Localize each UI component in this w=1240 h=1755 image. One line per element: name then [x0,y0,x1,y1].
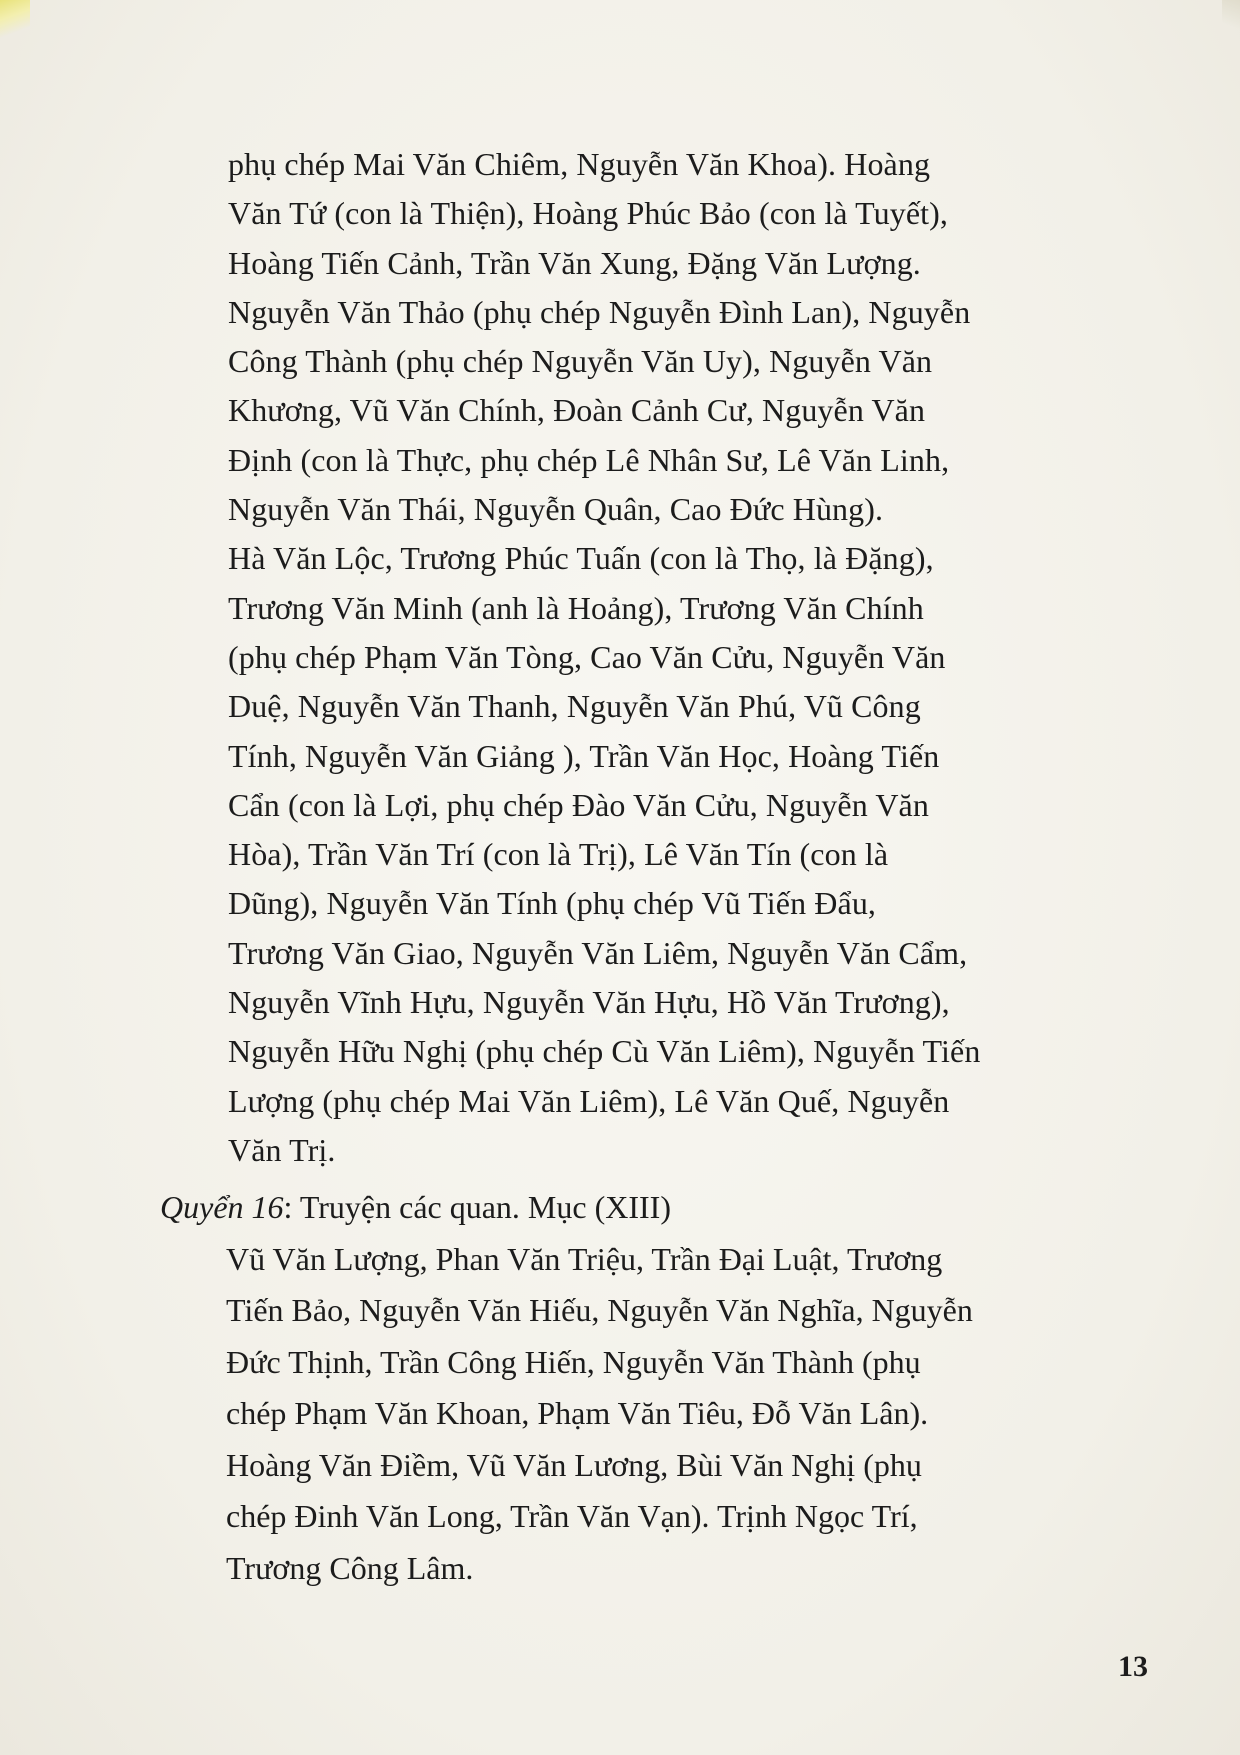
text-line: Hòa), Trần Văn Trí (con là Trị), Lê Văn Tín (con là [228,836,889,873]
text-line: Hà Văn Lộc, Trương Phúc Tuấn (con là Thọ, là Đặng), [228,540,934,577]
volume-label: Quyển 16 [160,1189,284,1225]
volume-16-section [160,1182,1160,1594]
text-line: Văn Trị. [228,1131,336,1168]
heading-text: : Truyện các quan. Mục (XIII) [283,1189,671,1225]
text-line: Nguyễn Văn Thái, Nguyễn Quân, Cao Đức Hùng). [228,491,884,528]
corner-shadow [1222,0,1240,30]
text-line: Khương, Vũ Văn Chính, Đoàn Cảnh Cư, Nguyễn Văn [228,392,926,429]
text-line: Vũ Văn Lượng, Phan Văn Triệu, Trần Đại Luật, Trương [226,1240,943,1277]
text-line: Nguyễn Văn Thảo (phụ chép Nguyễn Đình Lan), Nguyễn [228,293,971,330]
page-number: 13 [1118,1650,1148,1683]
text-line: Duệ, Nguyễn Văn Thanh, Nguyễn Văn Phú, Vũ Công [228,688,921,725]
text-line: Cẩn (con là Lợi, phụ chép Đào Văn Cửu, Nguyễn Văn [228,786,929,823]
text-line: Nguyễn Hữu Nghị (phụ chép Cù Văn Liêm), Nguyễn Tiến [228,1033,981,1070]
text-line: Định (con là Thực, phụ chép Lê Nhân Sư, Lê Văn Linh, [228,441,950,478]
text-line: phụ chép Mai Văn Chiêm, Nguyễn Văn Khoa). Hoàng [228,146,931,182]
text-line: Đức Thịnh, Trần Công Hiến, Nguyễn Văn Thành (phụ [226,1343,921,1380]
text-line: Trương Văn Minh (anh là Hoảng), Trương Văn Chính [228,589,924,626]
text-line: Văn Tứ (con là Thiện), Hoàng Phúc Bảo (con là Tuyết), [228,195,949,232]
text-line: Dũng), Nguyễn Văn Tính (phụ chép Vũ Tiến Đẩu, [228,885,877,922]
text-line: chép Phạm Văn Khoan, Phạm Văn Tiêu, Đỗ Văn Lân). [226,1395,929,1431]
text-line: Lượng (phụ chép Mai Văn Liêm), Lê Văn Quế, Nguyễn [228,1082,950,1119]
text-line: Trương Văn Giao, Nguyễn Văn Liêm, Nguyễn Văn Cẩm, [228,934,968,971]
text-line: Công Thành (phụ chép Nguyễn Văn Uy), Nguyễn Văn [228,343,933,380]
body-text [228,140,1158,1175]
text-line: Nguyễn Vĩnh Hựu, Nguyễn Văn Hựu, Hồ Văn Trương), [228,984,950,1021]
text-line: chép Đinh Văn Long, Trần Văn Vạn). Trịnh Ngọc Trí, [226,1498,918,1534]
section-body [160,1234,1160,1595]
section-heading [160,1182,1160,1234]
corner-stain [0,0,30,40]
text-line: (phụ chép Phạm Văn Tòng, Cao Văn Cửu, Nguyễn Văn [228,638,946,675]
text-line: Tính, Nguyễn Văn Giảng ), Trần Văn Học, Hoàng Tiến [228,737,940,774]
text-line: Trương Công Lâm. [226,1549,474,1586]
text-line: Hoàng Tiến Cảnh, Trần Văn Xung, Đặng Văn Lượng. [228,244,921,281]
text-line: Tiến Bảo, Nguyễn Văn Hiếu, Nguyễn Văn Nghĩa, Nguyễn [226,1292,973,1328]
text-line: Hoàng Văn Điềm, Vũ Văn Lương, Bùi Văn Nghị (phụ [226,1446,922,1483]
